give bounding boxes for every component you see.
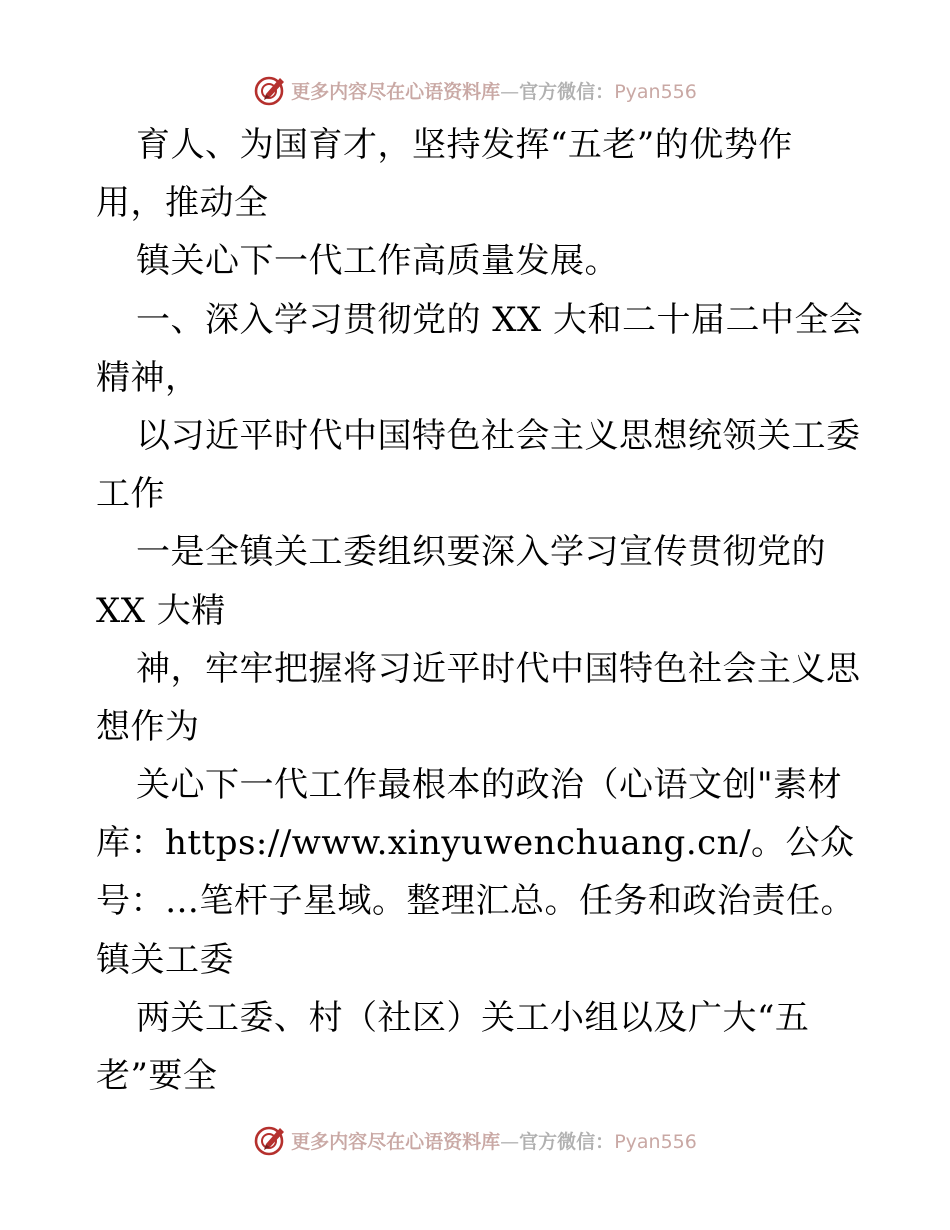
watermark-wechat-id: Pyan556	[614, 1130, 697, 1153]
watermark-cn-text: 更多内容尽在心语资料库	[291, 80, 501, 103]
watermark-text	[291, 1127, 697, 1154]
text-line: 工作	[96, 474, 165, 515]
header-watermark	[0, 70, 950, 110]
text-line: 以习近平时代中国特色社会主义思想统领关工委	[136, 415, 861, 456]
text-line: XX 大精	[96, 590, 226, 631]
watermark-separator: —	[500, 80, 520, 103]
text-line: 号：…笔杆子星域。整理汇总。任务和政治责任。	[96, 881, 855, 922]
text-line: 想作为	[96, 706, 200, 747]
watermark-separator: —	[500, 1130, 520, 1153]
text-line: 两关工委、村（社区）关工小组以及广大“五	[136, 997, 810, 1038]
watermark-wechat-label: 官方微信：	[519, 1130, 615, 1153]
text-line: 库：https://www.xinyuwenchuang.cn/。公众	[96, 823, 855, 864]
text-line: 用，推动全	[96, 183, 269, 224]
watermark-cn-text: 更多内容尽在心语资料库	[291, 1130, 501, 1153]
text-line: 一是全镇关工委组织要深入学习宣传贯彻党的	[136, 532, 826, 573]
text-line: 育人、为国育才，坚持发挥“五老”的优势作	[136, 125, 793, 165]
watermark-wechat-id: Pyan556	[614, 80, 697, 103]
text-line: 镇关心下一代工作高质量发展。	[136, 241, 619, 282]
pen-logo-icon	[253, 1123, 287, 1157]
watermark-text	[291, 77, 697, 104]
text-line: 神，牢牢把握将习近平时代中国特色社会主义思	[136, 648, 861, 689]
footer-watermark	[0, 1120, 950, 1160]
text-line: 关心下一代工作最根本的政治（心语文创"素材	[136, 765, 843, 806]
watermark-wechat-label: 官方微信：	[519, 80, 615, 103]
text-line: 老”要全	[96, 1056, 218, 1096]
document-body	[96, 116, 886, 1105]
pen-logo-icon	[253, 73, 287, 107]
text-line: 精神，	[96, 357, 200, 398]
text-line: 一、深入学习贯彻党的 XX 大和二十届二中全会	[136, 299, 864, 340]
text-line: 镇关工委	[96, 939, 234, 980]
